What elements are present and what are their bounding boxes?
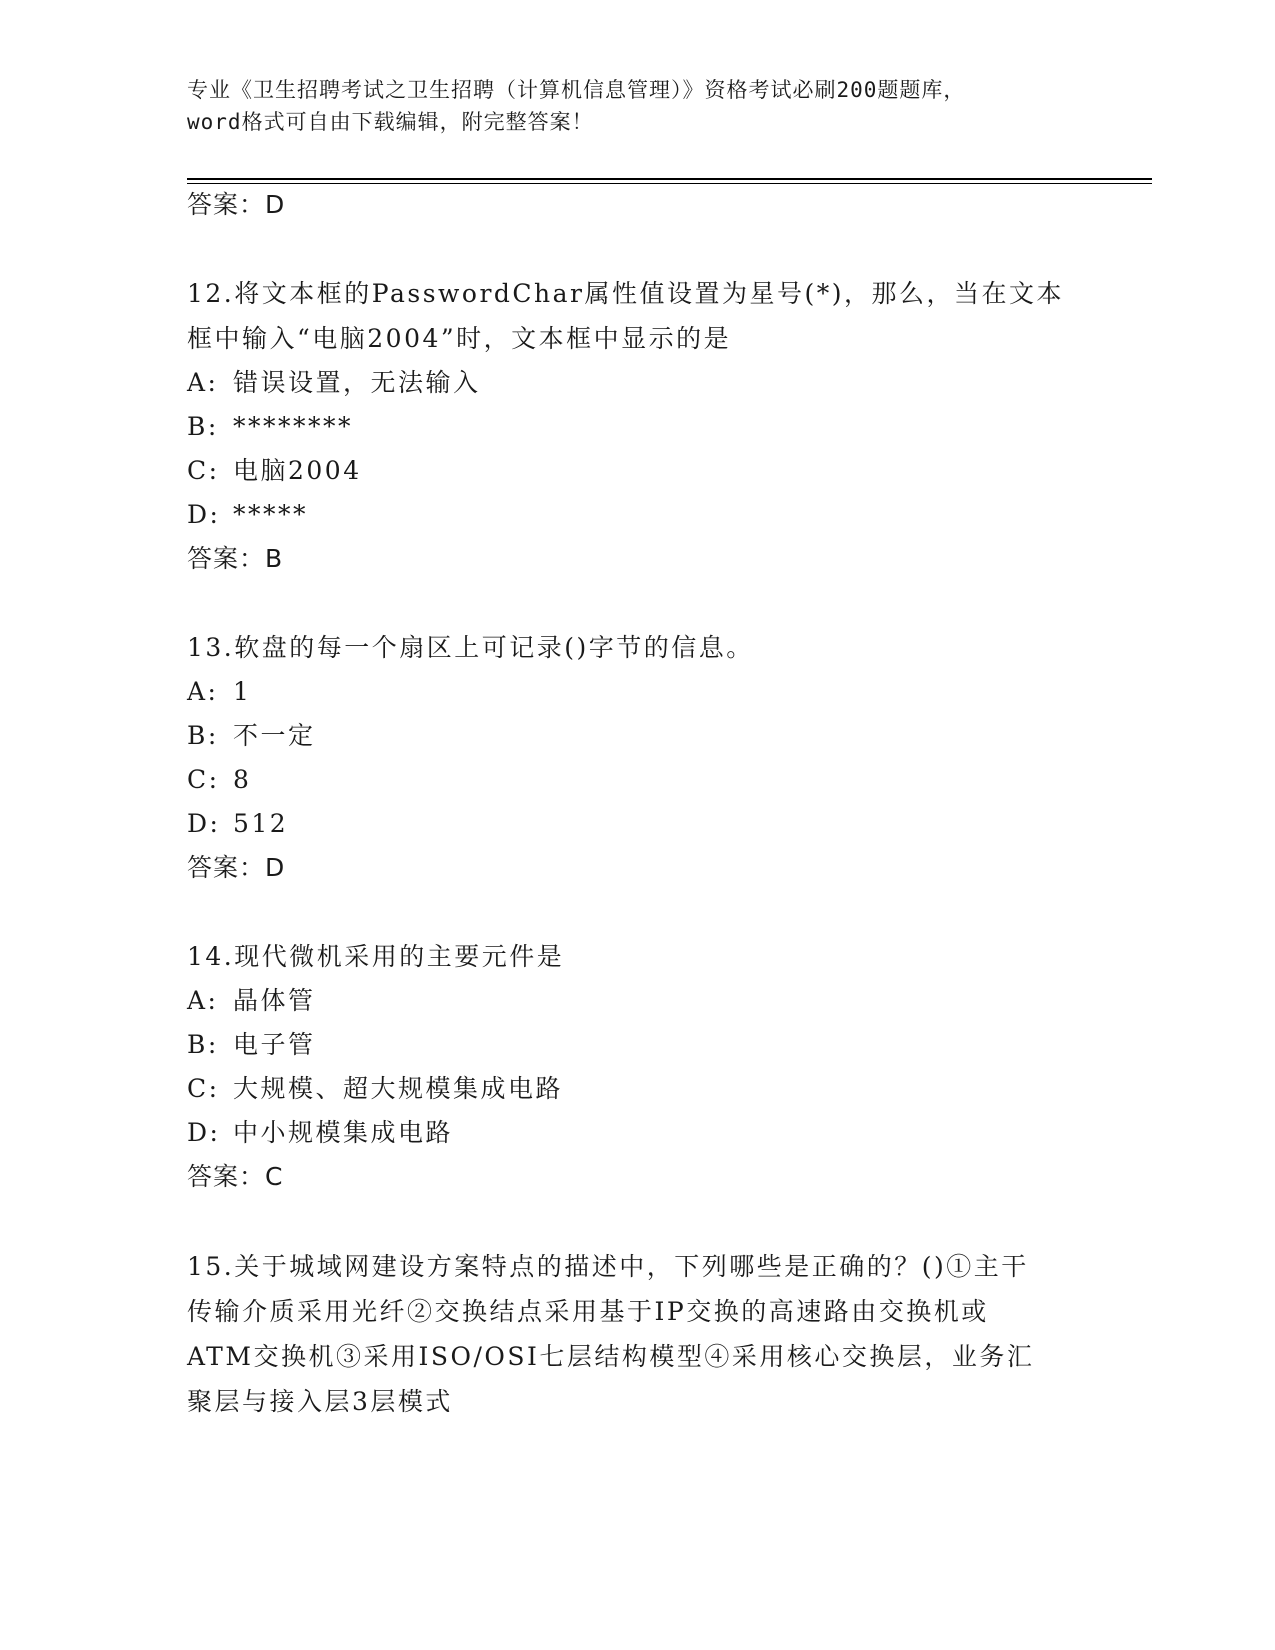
- q14-option-c-text: 大规模、超大规模集成电路: [233, 1074, 564, 1103]
- document-header: [187, 74, 1087, 138]
- q13-option-d-text: 512: [233, 809, 289, 838]
- q12-stem-line-1: 12.将文本框的PasswordChar属性值设置为星号(*)，那么，当在文本: [187, 279, 1065, 308]
- q13-answer: 答案：D: [187, 853, 286, 882]
- q13-option-c-label: C:: [187, 765, 220, 794]
- q12-option-a-label: A:: [187, 368, 219, 397]
- header-rule-thin: [187, 183, 1152, 184]
- q13-option-a-label: A:: [187, 677, 219, 706]
- q12-option-b-label: B:: [187, 412, 219, 441]
- q13-option-c: [187, 763, 251, 797]
- q12-option-c-label: C:: [187, 456, 220, 485]
- header-line-2: word格式可自由下载编辑，附完整答案！: [187, 110, 594, 134]
- q13-option-d: [187, 807, 288, 841]
- q12-option-b-text: ********: [233, 412, 353, 441]
- q12-stem-line-2: 框中输入“电脑2004”时，文本框中显示的是: [187, 324, 732, 353]
- q13-option-a: [187, 675, 251, 709]
- q14-option-c: [187, 1072, 563, 1106]
- q14-option-a-label: A:: [187, 986, 219, 1015]
- q14-answer: 答案：C: [187, 1162, 284, 1191]
- header-rule-thick: [187, 178, 1152, 180]
- q12-option-a-text: 错误设置，无法输入: [233, 368, 481, 397]
- q14-stem-line-1: 14.现代微机采用的主要元件是: [187, 942, 565, 971]
- q13-option-b: [187, 719, 316, 753]
- q13-option-b-label: B:: [187, 721, 219, 750]
- q13-option-b-text: 不一定: [233, 721, 316, 750]
- q13-stem-line-1: 13.软盘的每一个扇区上可记录()字节的信息。: [187, 633, 754, 662]
- q13-option-d-label: D:: [187, 809, 221, 838]
- q13-option-a-text: 1: [233, 677, 252, 706]
- q12-answer: 答案：B: [187, 544, 284, 573]
- header-line-1: 专业《卫生招聘考试之卫生招聘（计算机信息管理）》资格考试必刷200题题库，: [187, 78, 966, 102]
- q12-option-b: [187, 410, 353, 444]
- q12-option-d-text: *****: [233, 500, 308, 529]
- q12-option-d-label: D:: [187, 500, 221, 529]
- q13-option-c-text: 8: [233, 765, 252, 794]
- previous-answer: 答案：D: [187, 190, 286, 219]
- q15-stem-line-1: 15.关于城域网建设方案特点的描述中，下列哪些是正确的？()①主干: [187, 1252, 1029, 1281]
- q12-option-d: [187, 498, 308, 532]
- q15-stem-line-2: 传输介质采用光纤②交换结点采用基于IP交换的高速路由交换机或: [187, 1297, 989, 1326]
- q15-stem-line-4: 聚层与接入层3层模式: [187, 1387, 453, 1416]
- q12-option-a: [187, 366, 481, 400]
- q14-option-b-text: 电子管: [233, 1030, 316, 1059]
- q14-option-b-label: B:: [187, 1030, 219, 1059]
- q14-option-c-label: C:: [187, 1074, 220, 1103]
- q14-option-d-text: 中小规模集成电路: [233, 1118, 454, 1147]
- q14-option-d: [187, 1116, 453, 1150]
- q15-stem-line-3: ATM交换机③采用ISO/OSI七层结构模型④采用核心交换层，业务汇: [187, 1342, 1035, 1371]
- q12-option-c-text: 电脑2004: [233, 456, 362, 485]
- q14-option-a-text: 晶体管: [233, 986, 316, 1015]
- q14-option-a: [187, 984, 316, 1018]
- q14-option-b: [187, 1028, 316, 1062]
- q12-option-c: [187, 454, 362, 488]
- q14-option-d-label: D:: [187, 1118, 221, 1147]
